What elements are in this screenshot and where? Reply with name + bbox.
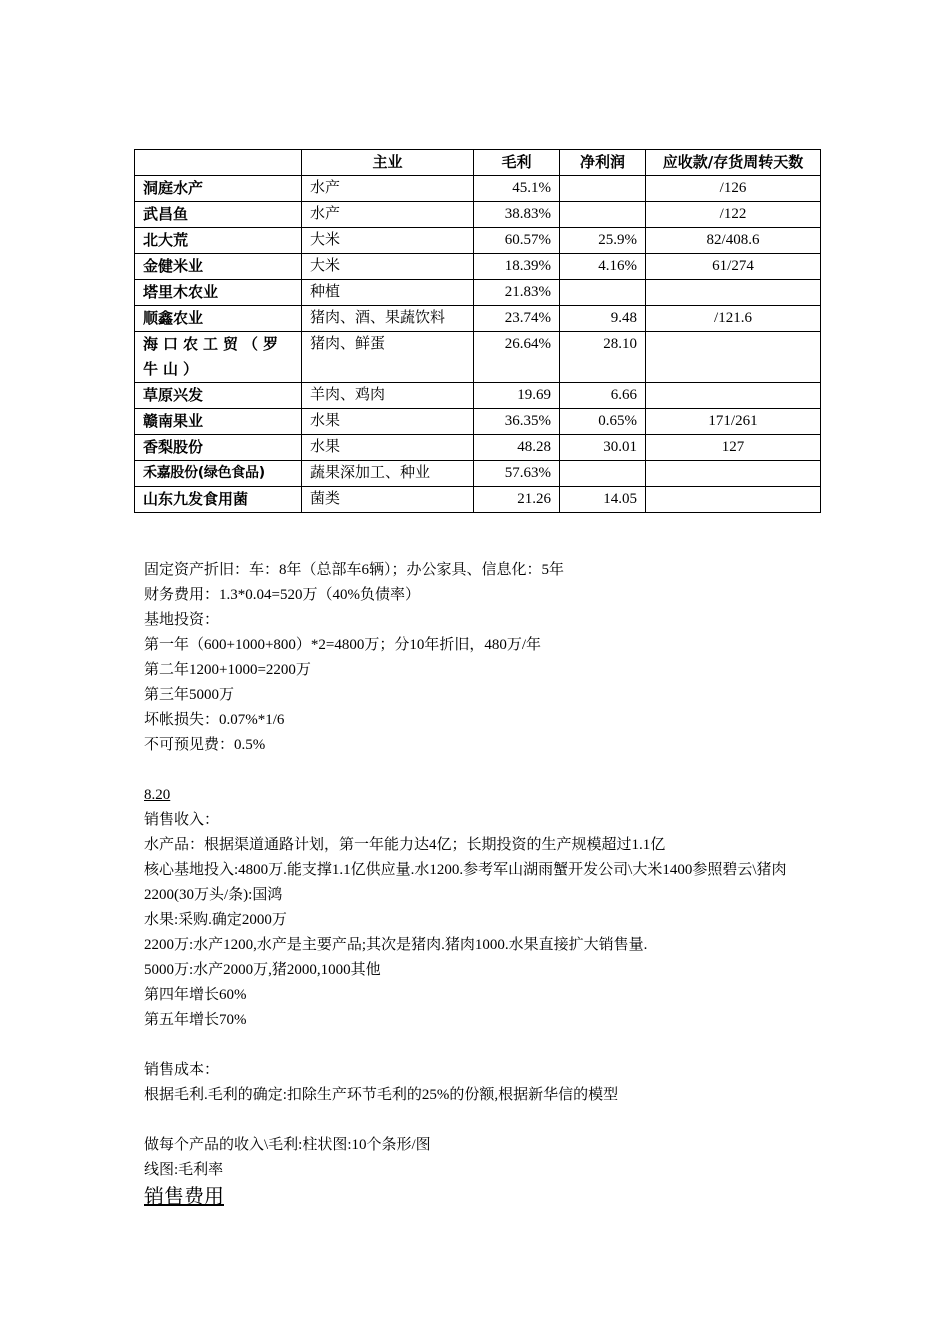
net-profit bbox=[560, 461, 646, 487]
chart-plan-line: 做每个产品的收入\毛利:柱状图:10个条形/图 bbox=[144, 1137, 431, 1153]
sales-heading: 销售收入： bbox=[144, 812, 220, 828]
net-profit: 14.05 bbox=[560, 487, 646, 513]
gross-margin: 60.57% bbox=[474, 228, 560, 254]
main-business: 菌类 bbox=[302, 487, 474, 513]
sales-line: 水产品：根据渠道通路计划，第一年能力达4亿；长期投资的生产规模超过1.1亿 bbox=[144, 837, 666, 853]
turnover-days: /126 bbox=[646, 176, 821, 202]
note-line: 第二年1200+1000=2200万 bbox=[144, 662, 311, 678]
table-row bbox=[135, 254, 821, 280]
turnover-days bbox=[646, 280, 821, 306]
turnover-days: 61/274 bbox=[646, 254, 821, 280]
note-line: 第三年5000万 bbox=[144, 687, 235, 703]
company-name: 金健米业 bbox=[135, 254, 302, 280]
turnover-days: 171/261 bbox=[646, 409, 821, 435]
gross-margin: 18.39% bbox=[474, 254, 560, 280]
table-row bbox=[135, 332, 821, 383]
turnover-days bbox=[646, 487, 821, 513]
note-line: 不可预见费：0.5% bbox=[144, 737, 266, 753]
gross-margin: 19.69 bbox=[474, 383, 560, 409]
header-net-profit: 净利润 bbox=[560, 150, 646, 176]
main-business: 蔬果深加工、种业 bbox=[302, 461, 474, 487]
sales-line: 水果:采购.确定2000万 bbox=[144, 912, 287, 928]
net-profit: 30.01 bbox=[560, 435, 646, 461]
gross-margin: 21.83% bbox=[474, 280, 560, 306]
chart-plan-line: 线图:毛利率 bbox=[144, 1162, 224, 1178]
main-business: 水产 bbox=[302, 176, 474, 202]
table-row bbox=[135, 306, 821, 332]
gross-margin: 21.26 bbox=[474, 487, 560, 513]
main-business: 水果 bbox=[302, 409, 474, 435]
gross-margin: 38.83% bbox=[474, 202, 560, 228]
company-name: 赣南果业 bbox=[135, 409, 302, 435]
net-profit: 6.66 bbox=[560, 383, 646, 409]
note-line: 第一年（600+1000+800）*2=4800万；分10年折旧，480万/年 bbox=[144, 637, 542, 653]
table-row bbox=[135, 409, 821, 435]
company-name: 洞庭水产 bbox=[135, 176, 302, 202]
gross-margin: 23.74% bbox=[474, 306, 560, 332]
table-row bbox=[135, 435, 821, 461]
note-line: 基地投资： bbox=[144, 612, 220, 628]
main-business: 猪肉、鲜蛋 bbox=[302, 332, 474, 383]
cost-line: 根据毛利.毛利的确定:扣除生产环节毛利的25%的份额,根据新华信的模型 bbox=[144, 1087, 619, 1103]
cost-heading: 销售成本： bbox=[144, 1062, 220, 1078]
main-business: 大米 bbox=[302, 228, 474, 254]
table-row bbox=[135, 202, 821, 228]
company-name: 北大荒 bbox=[135, 228, 302, 254]
sales-line: 核心基地投入:4800万.能支撑1.1亿供应量.水1200.参考军山湖雨蟹开发公司\大米1400参照碧云\猪肉2200(30万头/条):国鸿 bbox=[144, 862, 787, 903]
table-row bbox=[135, 461, 821, 487]
table-header-row bbox=[135, 150, 821, 176]
main-business: 种植 bbox=[302, 280, 474, 306]
sales-line: 2200万:水产1200,水产是主要产品;其次是猪肉.猪肉1000.水果直接扩大销售量. bbox=[144, 937, 648, 953]
gross-margin: 45.1% bbox=[474, 176, 560, 202]
main-business: 猪肉、酒、果蔬饮料 bbox=[302, 306, 474, 332]
table-row bbox=[135, 228, 821, 254]
header-blank bbox=[135, 150, 302, 176]
main-business: 羊肉、鸡肉 bbox=[302, 383, 474, 409]
main-business: 大米 bbox=[302, 254, 474, 280]
net-profit: 28.10 bbox=[560, 332, 646, 383]
header-main-business: 主业 bbox=[302, 150, 474, 176]
turnover-days bbox=[646, 332, 821, 383]
turnover-days bbox=[646, 461, 821, 487]
company-name: 香梨股份 bbox=[135, 435, 302, 461]
note-line: 财务费用：1.3*0.04=520万（40%负债率） bbox=[144, 587, 420, 603]
gross-margin: 36.35% bbox=[474, 409, 560, 435]
note-line: 固定资产折旧：车：8年（总部车6辆）；办公家具、信息化：5年 bbox=[144, 562, 565, 578]
cost-notes bbox=[144, 558, 824, 758]
sales-section bbox=[144, 783, 824, 1211]
note-line: 坏帐损失：0.07%*1/6 bbox=[144, 712, 285, 728]
table-row bbox=[135, 487, 821, 513]
gross-margin: 57.63% bbox=[474, 461, 560, 487]
company-name: 草原兴发 bbox=[135, 383, 302, 409]
company-name: 顺鑫农业 bbox=[135, 306, 302, 332]
turnover-days: 82/408.6 bbox=[646, 228, 821, 254]
main-business: 水产 bbox=[302, 202, 474, 228]
sales-line: 第五年增长70% bbox=[144, 1012, 247, 1028]
sales-line: 5000万:水产2000万,猪2000,1000其他 bbox=[144, 962, 381, 978]
final-heading: 销售费用 bbox=[144, 1186, 224, 1208]
company-name: 海口农工贸（罗牛山） bbox=[135, 332, 302, 383]
sales-line: 第四年增长60% bbox=[144, 987, 247, 1003]
net-profit bbox=[560, 202, 646, 228]
turnover-days bbox=[646, 383, 821, 409]
net-profit: 4.16% bbox=[560, 254, 646, 280]
net-profit: 25.9% bbox=[560, 228, 646, 254]
net-profit bbox=[560, 176, 646, 202]
turnover-days: /122 bbox=[646, 202, 821, 228]
net-profit: 9.48 bbox=[560, 306, 646, 332]
company-name: 塔里木农业 bbox=[135, 280, 302, 306]
company-comparison-table bbox=[134, 149, 821, 513]
main-business: 水果 bbox=[302, 435, 474, 461]
company-name: 禾嘉股份(绿色食品) bbox=[135, 461, 302, 487]
header-turnover-days: 应收款/存货周转天数 bbox=[646, 150, 821, 176]
table-row bbox=[135, 383, 821, 409]
net-profit: 0.65% bbox=[560, 409, 646, 435]
company-name: 武昌鱼 bbox=[135, 202, 302, 228]
table-row bbox=[135, 280, 821, 306]
company-name: 山东九发食用菌 bbox=[135, 487, 302, 513]
turnover-days: 127 bbox=[646, 435, 821, 461]
gross-margin: 26.64% bbox=[474, 332, 560, 383]
header-gross-margin: 毛利 bbox=[474, 150, 560, 176]
net-profit bbox=[560, 280, 646, 306]
table-row bbox=[135, 176, 821, 202]
date-heading: 8.20 bbox=[144, 787, 171, 803]
turnover-days: /121.6 bbox=[646, 306, 821, 332]
gross-margin: 48.28 bbox=[474, 435, 560, 461]
